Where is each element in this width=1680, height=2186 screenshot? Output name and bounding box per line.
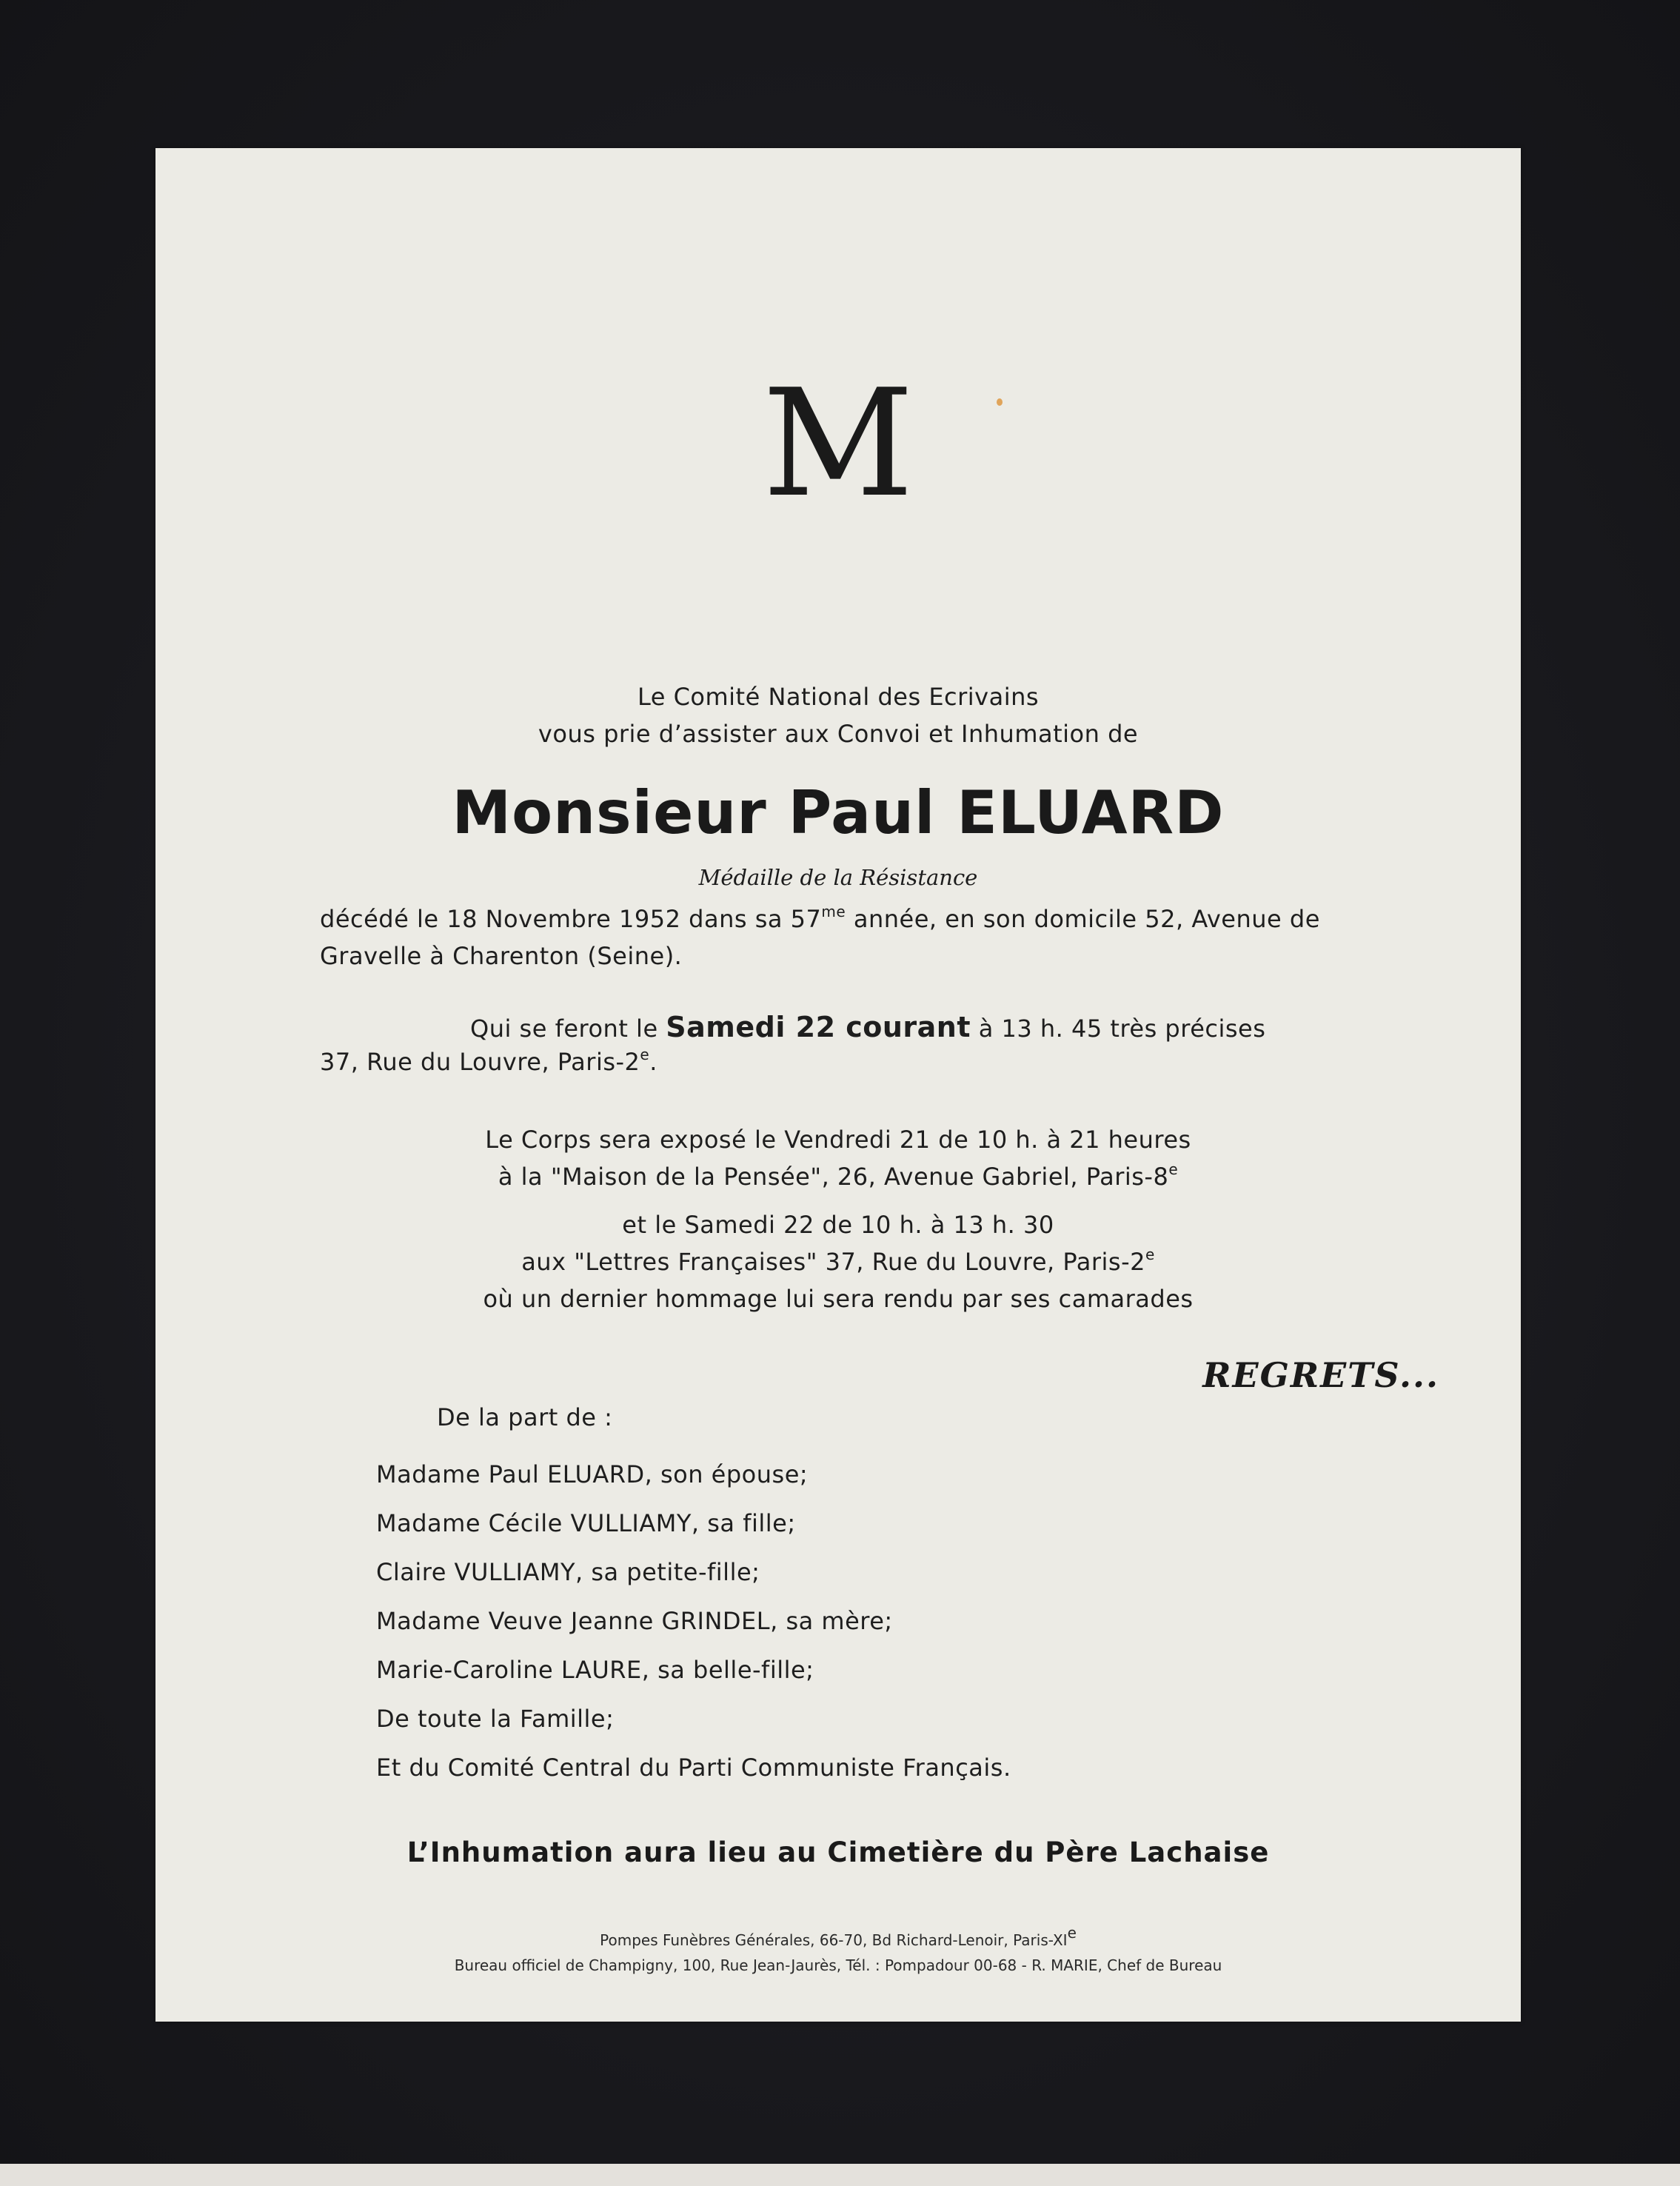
death-line-1-a: décédé le 18 Novembre 1952 dans sa 57 xyxy=(320,905,822,933)
family-member: Marie-Caroline LAURE, sa belle-fille; xyxy=(376,1656,814,1684)
death-line-2: Gravelle à Charenton (Seine). xyxy=(320,942,683,970)
distinction: Médaille de la Résistance xyxy=(698,865,978,890)
funeral-notice-card xyxy=(155,148,1521,2022)
ceremony-address xyxy=(320,1048,657,1076)
footer-line-1-text: Pompes Funèbres Générales, 66-70, Bd Richard-Lenoir, Paris-XI xyxy=(600,1931,1068,1949)
footer-line-1 xyxy=(155,1924,1521,1949)
family-member: Madame Veuve Jeanne GRINDEL, sa mère; xyxy=(376,1607,893,1635)
monogram-letter: M xyxy=(762,358,914,530)
exposition-line-4 xyxy=(155,1248,1521,1276)
footer-line-1-sup: e xyxy=(1067,1924,1077,1942)
intro-line-2: vous prie d’assister aux Convoi et Inhumation de xyxy=(538,720,1139,748)
table-surface xyxy=(0,2164,1680,2186)
ceremony-suffix: à 13 h. 45 très précises xyxy=(971,1015,1266,1043)
exposition-line-2-sup: e xyxy=(1168,1160,1179,1179)
deceased-name: Monsieur Paul ELUARD xyxy=(452,778,1225,847)
death-line-1 xyxy=(320,905,1320,933)
exposition-line-3: et le Samedi 22 de 10 h. à 13 h. 30 xyxy=(622,1211,1054,1239)
regrets-heading: REGRETS... xyxy=(1202,1355,1439,1395)
ceremony-address-sup: e xyxy=(640,1046,650,1064)
ceremony-line xyxy=(470,1011,1265,1045)
ceremony-address-a: 37, Rue du Louvre, Paris-2 xyxy=(320,1048,640,1076)
exposition-line-4-a: aux "Lettres Françaises" 37, Rue du Louvre, Paris-2 xyxy=(521,1248,1145,1276)
exposition-line-5: où un dernier hommage lui sera rendu par ses camarades xyxy=(483,1285,1194,1313)
exposition-line-1: Le Corps sera exposé le Vendredi 21 de 10 h. à 21 heures xyxy=(485,1126,1191,1154)
death-line-1-sup: me xyxy=(821,903,846,921)
exposition-line-2 xyxy=(155,1160,1521,1191)
death-line-1-b: année, en son domicile 52, Avenue de xyxy=(846,905,1320,933)
family-member: De toute la Famille; xyxy=(376,1705,615,1733)
footer-line-2: Bureau officiel de Champigny, 100, Rue Jean-Jaurès, Tél. : Pompadour 00-68 - R. MARIE, Chef de Bureau xyxy=(454,1956,1222,1974)
from-label: De la part de : xyxy=(437,1403,613,1431)
ceremony-prefix: Qui se feront le xyxy=(470,1015,666,1043)
ceremony-date: Samedi 22 courant xyxy=(666,1011,971,1043)
family-member: Madame Cécile VULLIAMY, sa fille; xyxy=(376,1509,796,1537)
family-member: Madame Paul ELUARD, son épouse; xyxy=(376,1460,809,1488)
exposition-line-4-sup: e xyxy=(1145,1246,1155,1264)
family-member: Claire VULLIAMY, sa petite-fille; xyxy=(376,1558,760,1586)
exposition-line-2-a: à la "Maison de la Pensée", 26, Avenue Gabriel, Paris-8 xyxy=(498,1163,1169,1191)
burial-notice: L’Inhumation aura lieu au Cimetière du Père Lachaise xyxy=(406,1836,1270,1868)
family-member: Et du Comité Central du Parti Communiste Français. xyxy=(376,1754,1011,1782)
intro-line-1: Le Comité National des Ecrivains xyxy=(637,683,1040,711)
ceremony-address-b: . xyxy=(649,1048,657,1076)
